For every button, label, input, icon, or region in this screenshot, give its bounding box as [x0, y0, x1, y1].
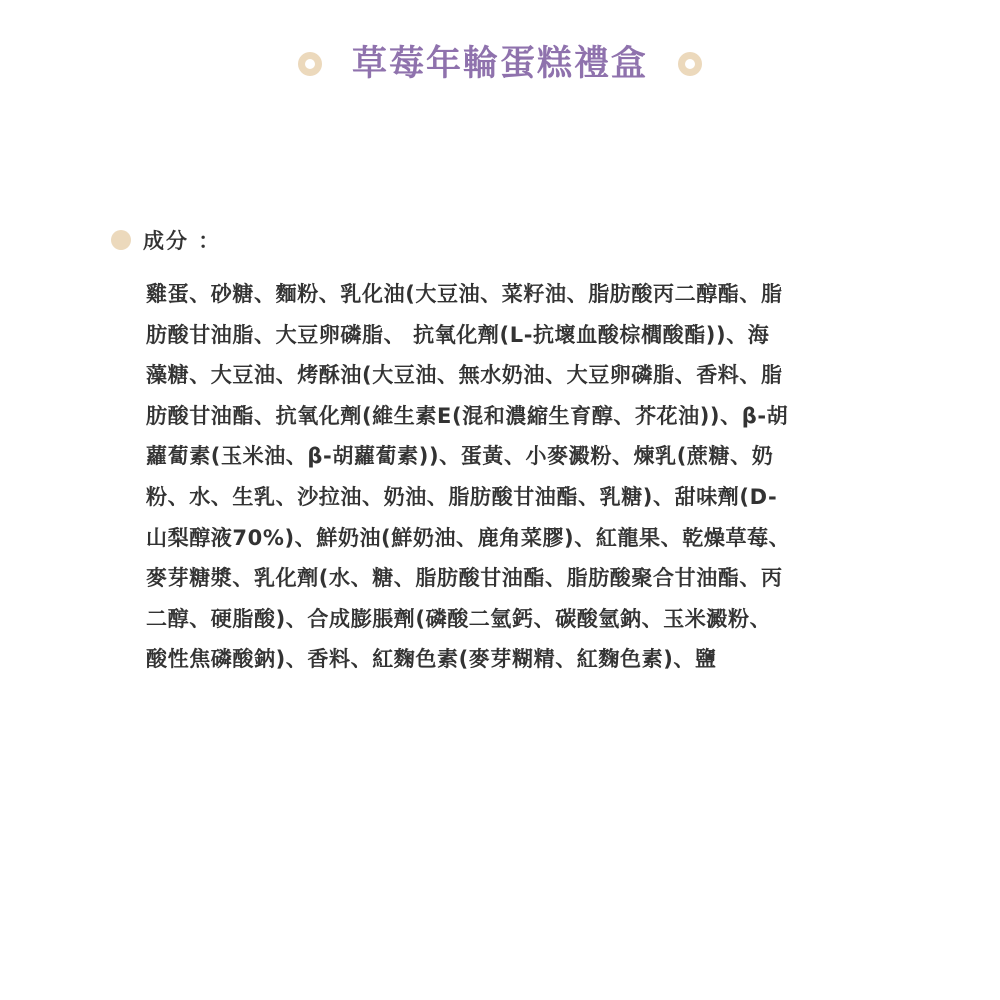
title-row [0, 36, 1000, 92]
ring-icon-right [678, 52, 702, 76]
ingredients-line-3: 藻糖、大豆油、烤酥油(大豆油、無水奶油、大豆卵磷脂、香料、脂 [146, 363, 783, 388]
ingredients-line-9: 二醇、硬脂酸)、合成膨脹劑(磷酸二氫鈣、碳酸氫鈉、玉米澱粉、 [146, 606, 772, 631]
ingredients-line-8: 麥芽糖漿、乳化劑(水、糖、脂肪酸甘油酯、脂肪酸聚合甘油酯、丙 [146, 566, 783, 591]
ingredients-line-5: 蘿蔔素(玉米油、β-胡蘿蔔素))、蛋黃、小麥澱粉、煉乳(蔗糖、奶 [146, 444, 774, 469]
ingredients-heading [111, 226, 221, 254]
ingredients-line-1: 雞蛋、砂糖、麵粉、乳化油(大豆油、菜籽油、脂肪酸丙二醇酯、脂 [146, 282, 783, 306]
ingredients-line-7: 山梨醇液70%)、鮮奶油(鮮奶油、鹿角菜膠)、紅龍果、乾燥草莓、 [146, 525, 791, 550]
ingredients-label: 成分 ： [143, 229, 222, 253]
dot-icon [111, 230, 131, 250]
ingredients-line-6: 粉、水、生乳、沙拉油、奶油、脂肪酸甘油酯、乳糖)、甜味劑(D- [146, 484, 778, 509]
ring-icon-left [298, 52, 322, 76]
ingredients-line-4: 肪酸甘油酯、抗氧化劑(維生素E(混和濃縮生育醇、芥花油))、β-胡 [146, 403, 789, 428]
page-title: 草莓年輪蛋糕禮盒 [351, 44, 648, 84]
ingredients-line-2: 肪酸甘油脂、大豆卵磷脂、 抗氧化劑(L-抗壞血酸棕櫚酸酯))、海 [146, 322, 770, 347]
ingredients-text [146, 274, 888, 680]
ingredients-line-10: 酸性焦磷酸鈉)、香料、紅麴色素(麥芽糊精、紅麴色素)、鹽 [146, 647, 717, 672]
